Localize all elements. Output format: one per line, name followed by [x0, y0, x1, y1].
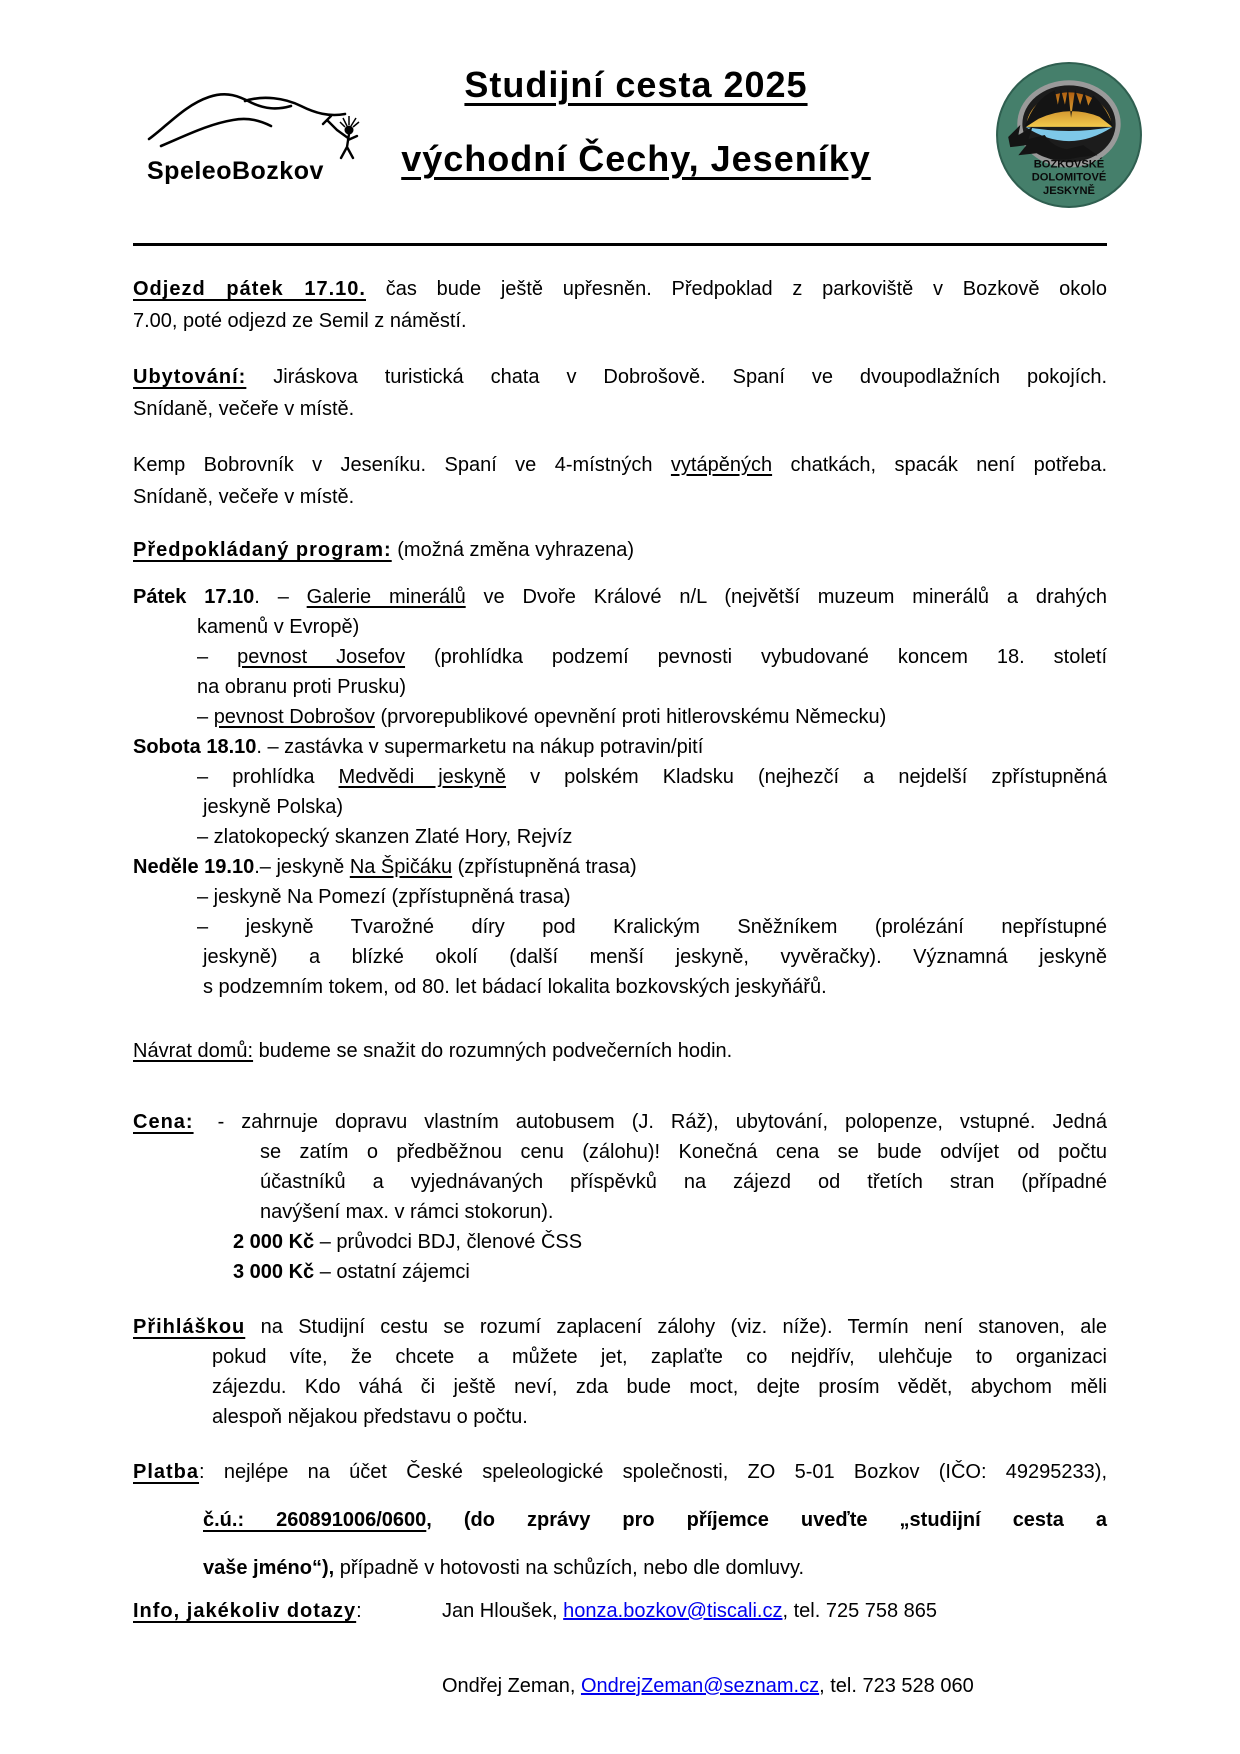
- contact-phone: , tel. 725 758 865: [782, 1600, 938, 1622]
- text-run-underlined: Galerie minerálů: [306, 586, 466, 608]
- badge-text-line3: JESKYNĚ: [1043, 184, 1095, 197]
- departure-label: Odjezd pátek 17.10.: [133, 278, 366, 300]
- text-line: Snídaně, večeře v místě.: [133, 398, 355, 420]
- program-item-continuation: s podzemním tokem, od 80. let bádací lokalita bozkovských jeskyňářů.: [203, 976, 827, 998]
- doc-title-line2: východní Čechy, Jeseníky: [401, 138, 871, 179]
- text-run: (prvorepublikové opevnění proti hitlerovskému Německu): [374, 706, 887, 728]
- program-label: Předpokládaný program:: [133, 539, 392, 561]
- title-block: [336, 64, 936, 180]
- day-label: Neděle 19.10: [133, 856, 255, 878]
- text-run: v polském Kladsku (nejhezčí a nejdelší zpřístupněná: [506, 766, 1107, 788]
- text-run: – ostatní zájemci: [314, 1261, 470, 1283]
- application-section: [133, 1312, 1107, 1432]
- text-line: [133, 1107, 1107, 1137]
- badge-text-line2: DOLOMITOVÉ: [1031, 171, 1107, 184]
- contact-name: Jan Hloušek,: [442, 1600, 564, 1622]
- text-line: pokud víte, že chcete a můžete jet, zaplaťte co nejdřív, ulehčuje to organizaci: [212, 1346, 1107, 1368]
- text-run: na Studijní cestu se rozumí zaplacení zálohy (viz. níže). Termín není stanoven, ale: [245, 1316, 1107, 1338]
- price-row-others: [133, 1257, 1107, 1287]
- accommodation-section: [133, 361, 1107, 425]
- text-line: Snídaně, večeře v místě.: [133, 486, 355, 508]
- price-amount: 3 000 Kč: [233, 1261, 315, 1283]
- text-line: [133, 1035, 1107, 1067]
- text-run: : nejlépe na účet České speleologické společnosti, ZO 5-01 Bozkov (IČO: 49295233),: [199, 1461, 1107, 1483]
- account-line: [133, 1496, 1107, 1544]
- camp-section: [133, 449, 1107, 513]
- payment-section: [133, 1448, 1107, 1592]
- text-run-underlined: vytápěných: [670, 454, 773, 476]
- text-line: navýšení max. v rámci stokorun).: [260, 1201, 554, 1223]
- contact-phone: , tel. 723 528 060: [819, 1675, 974, 1697]
- text-run: –: [197, 646, 238, 668]
- text-line: [133, 1544, 1107, 1592]
- text-run-bold: , (do zprávy pro příjemce uveďte „studijní cesta a: [426, 1509, 1107, 1531]
- email-link-ondrej[interactable]: OndrejZeman@seznam.cz: [580, 1675, 820, 1697]
- contact-label-text: Info, jakékoliv dotazy: [133, 1600, 357, 1622]
- text-run: . – zastávka v supermarketu na nákup potravin/pití: [256, 736, 704, 758]
- program-item: [133, 702, 1107, 732]
- logo-left-text: SpeleoBozkov: [147, 157, 324, 185]
- program-item-continuation: jeskyně Polska): [203, 796, 344, 818]
- document-body: [133, 246, 1107, 1702]
- text-line: [133, 361, 1107, 393]
- program-item: – jeskyně Na Pomezí (zpřístupněná trasa): [197, 886, 571, 908]
- program-item-friday: [133, 582, 1107, 612]
- program-item: [133, 762, 1107, 792]
- contact-row-1: [133, 1595, 1107, 1627]
- program-item: – jeskyně Tvarožné díry pod Kralickým Sněžníkem (prolézání nepřístupné: [197, 916, 1107, 938]
- text-line: alespoň nějakou představu o počtu.: [212, 1406, 528, 1428]
- text-run: – prohlídka: [197, 766, 339, 788]
- program-item: [133, 642, 1107, 672]
- text-line: [133, 534, 1107, 566]
- text-run: ve Dvoře Králové n/L (největší muzeum minerálů a drahých: [465, 586, 1107, 608]
- text-line: účastníků a vyjednávaných příspěvků na zájezd od třetích stran (případné: [260, 1171, 1107, 1193]
- text-run: - zahrnuje dopravu vlastním autobusem (J. Ráž), ubytování, polopenze, vstupné. Jedná: [217, 1111, 1107, 1133]
- return-home-section: [133, 1035, 1107, 1067]
- text-run: – průvodci BDJ, členové ČSS: [314, 1231, 583, 1253]
- account-number: č.ú.: 260891006/0600: [203, 1509, 427, 1531]
- text-run: Kemp Bobrovník v Jeseníku. Spaní ve 4-místných: [133, 454, 671, 476]
- text-run: čas bude ještě upřesněn. Předpoklad z parkoviště v Bozkově okolo: [366, 278, 1107, 300]
- contact-section: [133, 1595, 1107, 1702]
- text-line: zájezdu. Kdo váhá či ještě neví, zda bude moct, dejte prosím vědět, abychom měli: [212, 1376, 1107, 1398]
- text-run: případně v hotovosti na schůzích, nebo dle domluvy.: [334, 1557, 805, 1579]
- application-label: Přihláškou: [133, 1316, 246, 1338]
- contact-name: Ondřej Zeman,: [442, 1675, 581, 1697]
- text-run: –: [197, 706, 214, 728]
- program-item-continuation: jeskyně) a blízké okolí (další menší jeskyně, vyvěračky). Významná jeskyně: [203, 946, 1107, 968]
- contact-value-1: [442, 1595, 1107, 1627]
- departure-section: [133, 273, 1107, 337]
- program-item-continuation: na obranu proti Prusku): [197, 676, 407, 698]
- text-run: (prohlídka podzemí pevnosti vybudované koncem 18. století: [405, 646, 1108, 668]
- day-label: Pátek 17.10: [133, 586, 255, 608]
- text-line: 7.00, poté odjezd ze Semil z náměstí.: [133, 310, 467, 332]
- day-label: Sobota 18.10: [133, 736, 257, 758]
- return-home-label: Návrat domů:: [133, 1040, 254, 1062]
- text-line: [133, 449, 1107, 481]
- text-line: [133, 1312, 1107, 1342]
- program-item-sunday: [133, 852, 1107, 882]
- mountain-ridge-main: [149, 94, 291, 139]
- text-run: Jiráskova turistická chata v Dobrošově. Spaní ve dvoupodlažních pokojích.: [246, 366, 1107, 388]
- program-item-continuation: kamenů v Evropě): [197, 616, 360, 638]
- text-run-underlined: Medvědi jeskyně: [338, 766, 507, 788]
- contact-row-2: [133, 1670, 1107, 1702]
- contact-label: [133, 1595, 442, 1627]
- bozkov-caves-badge: [994, 60, 1144, 210]
- text-line: se zatím o předběžnou cenu (zálohu)! Konečná cena se bude odvíjet od počtu: [260, 1141, 1107, 1163]
- price-label: Cena:: [133, 1111, 194, 1133]
- text-run-bold: vaše jméno“),: [203, 1557, 335, 1579]
- price-amount: 2 000 Kč: [233, 1231, 315, 1253]
- text-run-underlined: pevnost Dobrošov: [213, 706, 375, 728]
- price-row-members: [133, 1227, 1107, 1257]
- payment-label: Platba: [133, 1461, 200, 1483]
- text-run: chatkách, spacák není potřeba.: [772, 454, 1107, 476]
- text-run-underlined: Na Špičáku: [349, 856, 453, 878]
- program-item: – zlatokopecký skanzen Zlaté Hory, Rejvíz: [197, 826, 573, 848]
- text-line: [133, 1448, 1107, 1496]
- price-section: [133, 1107, 1107, 1287]
- doc-title-line1: Studijní cesta 2025: [464, 64, 808, 105]
- badge-text-line1: BOZKOVSKÉ: [1033, 158, 1105, 171]
- contact-label-colon: :: [356, 1600, 362, 1622]
- text-run: . –: [254, 586, 307, 608]
- accommodation-label: Ubytování:: [133, 366, 247, 388]
- text-run: .– jeskyně: [254, 856, 350, 878]
- cave-badge-icon: [994, 60, 1144, 210]
- email-link-jan[interactable]: honza.bozkov@tiscali.cz: [563, 1600, 783, 1622]
- text-run-underlined: pevnost Josefov: [237, 646, 406, 668]
- text-run: (možná změna vyhrazena): [391, 539, 635, 561]
- program-heading: [133, 534, 1107, 566]
- program-list: [133, 582, 1107, 1002]
- mountain-ridge-front: [161, 119, 271, 146]
- text-run: budeme se snažit do rozumných podvečerních hodin.: [253, 1040, 733, 1062]
- program-item-saturday: [133, 732, 1107, 762]
- text-run: (zpřístupněná trasa): [452, 856, 637, 878]
- text-line: [133, 273, 1107, 305]
